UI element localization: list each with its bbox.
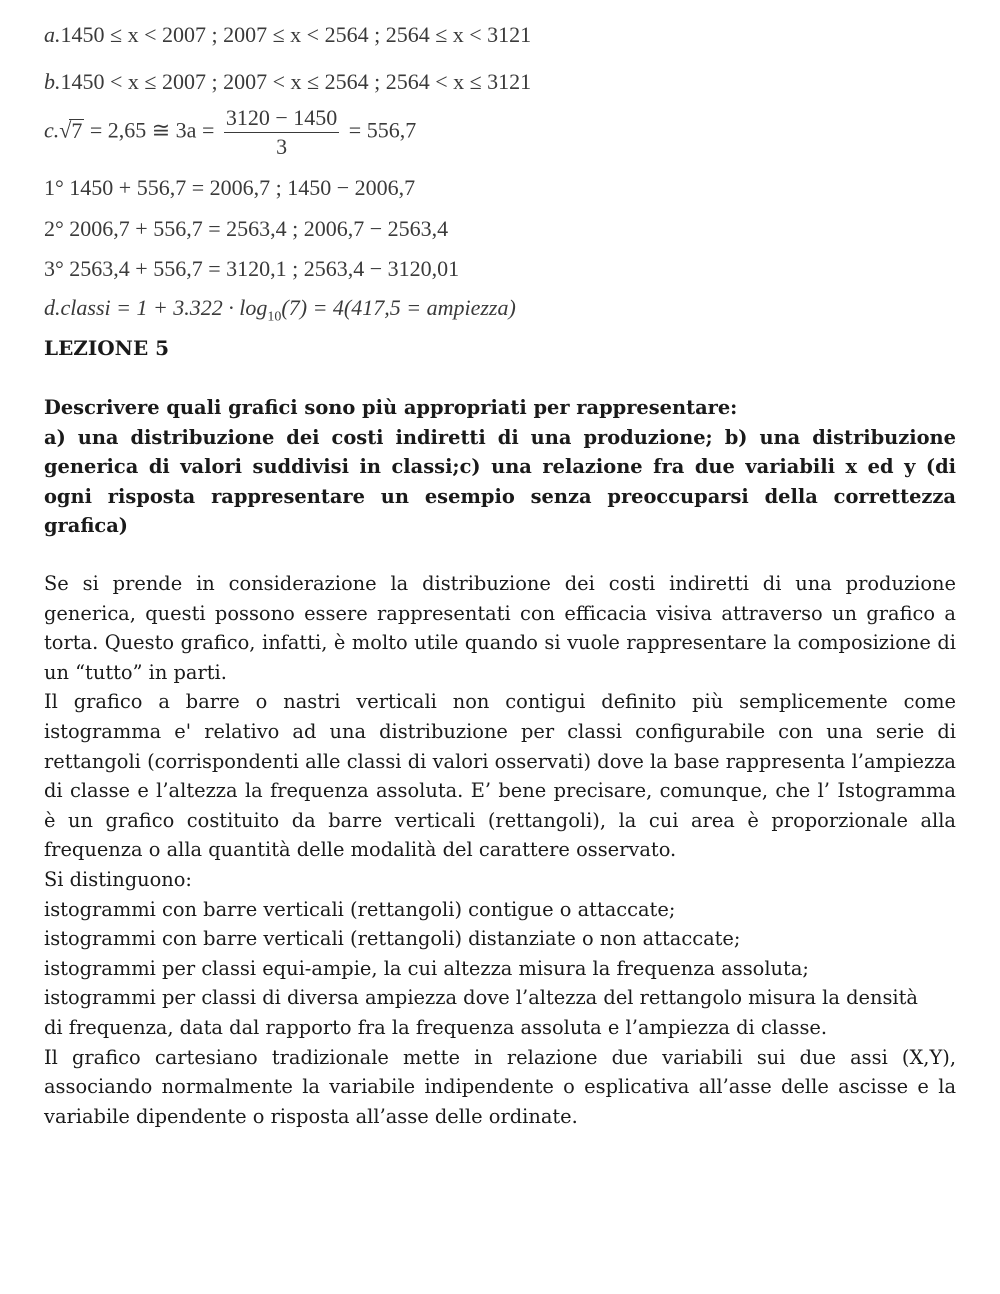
answer-distinguish-heading: Si distinguono: xyxy=(44,867,192,891)
question-intro: Descrivere quali grafici sono più appropriati per rappresentare: xyxy=(44,396,738,419)
math-expr-d-start: classi = 1 + 3.322 · log xyxy=(60,295,268,320)
math-expr-d-end: (7) = 4(417,5 = ampiezza) xyxy=(281,295,516,320)
math-line-a xyxy=(44,22,531,48)
fraction-numerator: 3120 − 1450 xyxy=(224,106,339,133)
math-line-b xyxy=(44,69,531,95)
answer-paragraph-pie-chart: Se si prende in considerazione la distribuzione dei costi indiretti di una produzione generica, questi possono essere rappresentati con efficacia visiva attraverso un grafico a torta. Questo grafico, infatti, è molto utile quando si vuole rappresentare la composizione di un “tutto” in parti. xyxy=(44,572,956,684)
question-body: a) una distribuzione dei costi indiretti di una produzione; b) una distribuzione generica di valori suddivisi in classi;c) una relazione fra due variabili x ed y (di ogni risposta rappresentare un esempio senza preoccuparsi della correttezza grafica) xyxy=(44,425,956,538)
math-label-d: d. xyxy=(44,295,61,320)
fraction xyxy=(224,106,339,159)
lesson-title: LEZIONE 5 xyxy=(44,336,170,360)
question-block xyxy=(44,393,956,541)
math-expr-b: 1450 < x ≤ 2007 ; 2007 < x ≤ 2564 ; 2564 < x ≤ 3121 xyxy=(60,69,532,94)
answer-list-item: istogrammi con barre verticali (rettangoli) contigue o attaccate; xyxy=(44,897,676,921)
math-line-d xyxy=(44,295,516,330)
answer-block xyxy=(44,569,956,1131)
math-line-1: 1° 1450 + 556,7 = 2006,7 ; 1450 − 2006,7 xyxy=(44,175,416,200)
math-label-b: b. xyxy=(44,69,61,94)
math-expr-c-mid: = 2,65 ≅ 3a = xyxy=(89,117,215,143)
math-expr-c-end: = 556,7 xyxy=(348,117,417,143)
answer-paragraph-histogram: Il grafico a barre o nastri verticali non contigui definito più semplicemente come istogramma e' relativo ad una distribuzione per classi configurabile con una serie di rettangoli (corrispondenti alle classi di valori osservati) dove la base rappresenta l’ampiezza di classe e l’altezza la frequenza assoluta. E’ bene precisare, comunque, che l’ Istogramma è un grafico costituito da barre verticali (rettangoli), la cui area è proporzionale alla frequenza o alla quantità delle modalità del carattere osservato. xyxy=(44,690,956,862)
answer-list-item: di frequenza, data dal rapporto fra la frequenza assoluta e l’ampiezza di classe. xyxy=(44,1015,828,1039)
sqrt-radicand: 7 xyxy=(71,117,83,143)
answer-list-item: istogrammi con barre verticali (rettangoli) distanziate o non attaccate; xyxy=(44,927,741,951)
answer-list-item: istogrammi per classi di diversa ampiezza dove l’altezza del rettangolo misura la densità xyxy=(44,986,918,1010)
math-expr-a: 1450 ≤ x < 2007 ; 2007 ≤ x < 2564 ; 2564 ≤ x < 3121 xyxy=(60,22,532,47)
sqrt-symbol: √ xyxy=(59,117,72,143)
math-label-c: c. xyxy=(44,117,60,143)
math-line-3: 3° 2563,4 + 556,7 = 3120,1 ; 2563,4 − 3120,01 xyxy=(44,256,460,281)
math-line-c xyxy=(44,106,416,159)
math-label-a: a. xyxy=(44,22,61,47)
math-line-2: 2° 2006,7 + 556,7 = 2563,4 ; 2006,7 − 2563,4 xyxy=(44,216,449,241)
answer-paragraph-cartesian: Il grafico cartesiano tradizionale mette in relazione due variabili sui due assi (X,Y), associando normalmente la variabile indipendente o esplicativa all’asse delle ascisse e la variabile dipendente o risposta all’asse delle ordinate. xyxy=(44,1045,956,1128)
answer-list-item: istogrammi per classi equi-ampie, la cui altezza misura la frequenza assoluta; xyxy=(44,956,809,980)
fraction-denominator: 3 xyxy=(276,134,288,159)
log-subscript: 10 xyxy=(267,309,282,325)
